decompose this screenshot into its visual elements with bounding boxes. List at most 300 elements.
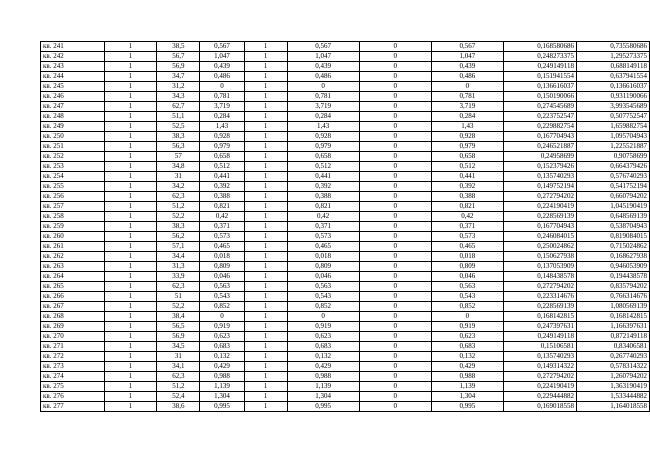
total-cell: 1,304 bbox=[431, 392, 503, 402]
apartment-cell: кв. 261 bbox=[41, 242, 105, 252]
count-cell: 1 bbox=[104, 192, 157, 202]
factor-cell: 1 bbox=[244, 252, 287, 262]
total-cell: 0,543 bbox=[431, 292, 503, 302]
count-cell: 1 bbox=[104, 162, 157, 172]
apartment-cell: кв. 251 bbox=[41, 142, 105, 152]
amount-cell: 0,465 bbox=[287, 242, 359, 252]
value-cell: 1,139 bbox=[200, 382, 244, 392]
total-cell: 0,781 bbox=[431, 92, 503, 102]
share-cell: 0,223752547 bbox=[504, 112, 577, 122]
total-cell: 0 bbox=[431, 82, 503, 92]
value-cell: 1,304 bbox=[200, 392, 244, 402]
count-cell: 1 bbox=[104, 342, 157, 352]
table-row bbox=[41, 342, 650, 352]
table-row bbox=[41, 172, 650, 182]
total-cell: 0,392 bbox=[431, 182, 503, 192]
total-cell: 0,465 bbox=[431, 242, 503, 252]
amount-cell: 0,439 bbox=[287, 62, 359, 72]
value-cell: 0,809 bbox=[200, 262, 244, 272]
amount-cell: 0,821 bbox=[287, 202, 359, 212]
zero-cell: 0 bbox=[359, 62, 431, 72]
share-cell: 0,136616037 bbox=[504, 82, 577, 92]
amount-cell: 0,486 bbox=[287, 72, 359, 82]
factor-cell: 1 bbox=[244, 362, 287, 372]
value-cell: 0,465 bbox=[200, 242, 244, 252]
amount-cell: 0,928 bbox=[287, 132, 359, 142]
table-row bbox=[41, 182, 650, 192]
table-row bbox=[41, 222, 650, 232]
amount-cell: 0,543 bbox=[287, 292, 359, 302]
total-cell: 0,371 bbox=[431, 222, 503, 232]
apartment-cell: кв. 262 bbox=[41, 252, 105, 262]
area-cell: 56,9 bbox=[157, 332, 200, 342]
sum-cell: 0,819084015 bbox=[576, 232, 649, 242]
sum-cell: 0,90758699 bbox=[576, 152, 649, 162]
sum-cell: 0,660794202 bbox=[576, 192, 649, 202]
share-cell: 0,224190419 bbox=[504, 202, 577, 212]
area-cell: 51,2 bbox=[157, 382, 200, 392]
factor-cell: 1 bbox=[244, 202, 287, 212]
zero-cell: 0 bbox=[359, 352, 431, 362]
count-cell: 1 bbox=[104, 352, 157, 362]
amount-cell: 1,047 bbox=[287, 52, 359, 62]
share-cell: 0,168142815 bbox=[504, 312, 577, 322]
apartment-cell: кв. 259 bbox=[41, 222, 105, 232]
apartment-cell: кв. 269 bbox=[41, 322, 105, 332]
table-row bbox=[41, 162, 650, 172]
table-row bbox=[41, 72, 650, 82]
value-cell: 0,988 bbox=[200, 372, 244, 382]
amount-cell: 0,388 bbox=[287, 192, 359, 202]
value-cell: 0,979 bbox=[200, 142, 244, 152]
factor-cell: 1 bbox=[244, 222, 287, 232]
amount-cell: 0,046 bbox=[287, 272, 359, 282]
zero-cell: 0 bbox=[359, 72, 431, 82]
share-cell: 0,248273375 bbox=[504, 52, 577, 62]
zero-cell: 0 bbox=[359, 42, 431, 52]
zero-cell: 0 bbox=[359, 322, 431, 332]
amount-cell: 0,781 bbox=[287, 92, 359, 102]
share-cell: 0,137053909 bbox=[504, 262, 577, 272]
sum-cell: 0,946053909 bbox=[576, 262, 649, 272]
value-cell: 0,046 bbox=[200, 272, 244, 282]
total-cell: 0,388 bbox=[431, 192, 503, 202]
value-cell: 0,683 bbox=[200, 342, 244, 352]
value-cell: 0,42 bbox=[200, 212, 244, 222]
table-row bbox=[41, 362, 650, 372]
zero-cell: 0 bbox=[359, 282, 431, 292]
share-cell: 0,246084015 bbox=[504, 232, 577, 242]
area-cell: 31,2 bbox=[157, 82, 200, 92]
value-cell: 0,486 bbox=[200, 72, 244, 82]
share-cell: 0,152379426 bbox=[504, 162, 577, 172]
area-cell: 34,2 bbox=[157, 182, 200, 192]
factor-cell: 1 bbox=[244, 302, 287, 312]
count-cell: 1 bbox=[104, 232, 157, 242]
count-cell: 1 bbox=[104, 222, 157, 232]
total-cell: 3,719 bbox=[431, 102, 503, 112]
apartment-cell: кв. 264 bbox=[41, 272, 105, 282]
share-cell: 0,135740293 bbox=[504, 172, 577, 182]
amount-cell: 0,988 bbox=[287, 372, 359, 382]
total-cell: 0,429 bbox=[431, 362, 503, 372]
value-cell: 0,567 bbox=[200, 42, 244, 52]
value-cell: 0,623 bbox=[200, 332, 244, 342]
sum-cell: 1,225521887 bbox=[576, 142, 649, 152]
total-cell: 0,132 bbox=[431, 352, 503, 362]
sum-cell: 0,637941554 bbox=[576, 72, 649, 82]
zero-cell: 0 bbox=[359, 192, 431, 202]
total-cell: 0,919 bbox=[431, 322, 503, 332]
share-cell: 0,249149118 bbox=[504, 62, 577, 72]
zero-cell: 0 bbox=[359, 132, 431, 142]
share-cell: 0,24958699 bbox=[504, 152, 577, 162]
share-cell: 0,228569139 bbox=[504, 302, 577, 312]
count-cell: 1 bbox=[104, 262, 157, 272]
count-cell: 1 bbox=[104, 392, 157, 402]
apartment-cell: кв. 270 bbox=[41, 332, 105, 342]
area-cell: 38,5 bbox=[157, 42, 200, 52]
factor-cell: 1 bbox=[244, 402, 287, 412]
area-cell: 34,3 bbox=[157, 92, 200, 102]
total-cell: 0,439 bbox=[431, 62, 503, 72]
table-row bbox=[41, 42, 650, 52]
zero-cell: 0 bbox=[359, 242, 431, 252]
total-cell: 0,658 bbox=[431, 152, 503, 162]
amount-cell: 0,979 bbox=[287, 142, 359, 152]
share-cell: 0,228569139 bbox=[504, 212, 577, 222]
area-cell: 56,2 bbox=[157, 232, 200, 242]
zero-cell: 0 bbox=[359, 362, 431, 372]
factor-cell: 1 bbox=[244, 322, 287, 332]
area-cell: 33,9 bbox=[157, 272, 200, 282]
value-cell: 0,995 bbox=[200, 402, 244, 412]
area-cell: 52,5 bbox=[157, 122, 200, 132]
amount-cell: 0,809 bbox=[287, 262, 359, 272]
value-cell: 0,563 bbox=[200, 282, 244, 292]
share-cell: 0,224190419 bbox=[504, 382, 577, 392]
apartment-cell: кв. 242 bbox=[41, 52, 105, 62]
sum-cell: 0,766314676 bbox=[576, 292, 649, 302]
factor-cell: 1 bbox=[244, 372, 287, 382]
apartment-cell: кв. 271 bbox=[41, 342, 105, 352]
factor-cell: 1 bbox=[244, 92, 287, 102]
share-cell: 0,247397631 bbox=[504, 322, 577, 332]
total-cell: 1,139 bbox=[431, 382, 503, 392]
value-cell: 0,919 bbox=[200, 322, 244, 332]
share-cell: 0,229882754 bbox=[504, 122, 577, 132]
zero-cell: 0 bbox=[359, 302, 431, 312]
apartment-cell: кв. 258 bbox=[41, 212, 105, 222]
zero-cell: 0 bbox=[359, 162, 431, 172]
table-row bbox=[41, 232, 650, 242]
zero-cell: 0 bbox=[359, 112, 431, 122]
apartment-cell: кв. 254 bbox=[41, 172, 105, 182]
apartment-cell: кв. 277 bbox=[41, 402, 105, 412]
zero-cell: 0 bbox=[359, 92, 431, 102]
apartment-cell: кв. 263 bbox=[41, 262, 105, 272]
total-cell: 0,988 bbox=[431, 372, 503, 382]
sum-cell: 1,095704943 bbox=[576, 132, 649, 142]
amount-cell: 3,719 bbox=[287, 102, 359, 112]
sum-cell: 0,715024862 bbox=[576, 242, 649, 252]
area-cell: 62,3 bbox=[157, 372, 200, 382]
apartment-cell: кв. 260 bbox=[41, 232, 105, 242]
amount-cell: 0,512 bbox=[287, 162, 359, 172]
zero-cell: 0 bbox=[359, 182, 431, 192]
table-row bbox=[41, 352, 650, 362]
area-cell: 62,3 bbox=[157, 282, 200, 292]
total-cell: 0,567 bbox=[431, 42, 503, 52]
area-cell: 51,1 bbox=[157, 112, 200, 122]
table-row bbox=[41, 242, 650, 252]
table-row bbox=[41, 262, 650, 272]
zero-cell: 0 bbox=[359, 222, 431, 232]
area-cell: 51,2 bbox=[157, 202, 200, 212]
factor-cell: 1 bbox=[244, 212, 287, 222]
table-row bbox=[41, 122, 650, 132]
factor-cell: 1 bbox=[244, 152, 287, 162]
table-row bbox=[41, 272, 650, 282]
sum-cell: 1,260794202 bbox=[576, 372, 649, 382]
table-row bbox=[41, 212, 650, 222]
amount-cell: 0,429 bbox=[287, 362, 359, 372]
sum-cell: 0,664379426 bbox=[576, 162, 649, 172]
amount-cell: 0,573 bbox=[287, 232, 359, 242]
total-cell: 0,018 bbox=[431, 252, 503, 262]
apartment-cell: кв. 243 bbox=[41, 62, 105, 72]
table-row bbox=[41, 282, 650, 292]
table-row bbox=[41, 322, 650, 332]
factor-cell: 1 bbox=[244, 112, 287, 122]
table-body bbox=[41, 42, 650, 412]
factor-cell: 1 bbox=[244, 382, 287, 392]
share-cell: 0,167704943 bbox=[504, 222, 577, 232]
value-cell: 0,821 bbox=[200, 202, 244, 212]
value-cell: 0,132 bbox=[200, 352, 244, 362]
amount-cell: 0,392 bbox=[287, 182, 359, 192]
apartment-cell: кв. 246 bbox=[41, 92, 105, 102]
zero-cell: 0 bbox=[359, 52, 431, 62]
factor-cell: 1 bbox=[244, 192, 287, 202]
table-row bbox=[41, 392, 650, 402]
value-cell: 1,43 bbox=[200, 122, 244, 132]
table-row bbox=[41, 402, 650, 412]
value-cell: 0 bbox=[200, 82, 244, 92]
apartment-cell: кв. 257 bbox=[41, 202, 105, 212]
amount-cell: 0,284 bbox=[287, 112, 359, 122]
count-cell: 1 bbox=[104, 132, 157, 142]
apartment-cell: кв. 245 bbox=[41, 82, 105, 92]
table-row bbox=[41, 102, 650, 112]
table-row bbox=[41, 382, 650, 392]
table-row bbox=[41, 142, 650, 152]
amount-cell: 1,139 bbox=[287, 382, 359, 392]
total-cell: 0,928 bbox=[431, 132, 503, 142]
factor-cell: 1 bbox=[244, 42, 287, 52]
area-cell: 34,7 bbox=[157, 72, 200, 82]
area-cell: 31 bbox=[157, 352, 200, 362]
apartment-cell: кв. 275 bbox=[41, 382, 105, 392]
data-table bbox=[40, 41, 650, 412]
amount-cell: 0,132 bbox=[287, 352, 359, 362]
total-cell: 0,284 bbox=[431, 112, 503, 122]
area-cell: 38,6 bbox=[157, 402, 200, 412]
total-cell: 0,623 bbox=[431, 332, 503, 342]
sum-cell: 1,533444882 bbox=[576, 392, 649, 402]
share-cell: 0,150627938 bbox=[504, 252, 577, 262]
amount-cell: 0,567 bbox=[287, 42, 359, 52]
count-cell: 1 bbox=[104, 292, 157, 302]
count-cell: 1 bbox=[104, 142, 157, 152]
share-cell: 0,149752194 bbox=[504, 182, 577, 192]
apartment-cell: кв. 267 bbox=[41, 302, 105, 312]
value-cell: 0,392 bbox=[200, 182, 244, 192]
zero-cell: 0 bbox=[359, 82, 431, 92]
total-cell: 0,821 bbox=[431, 202, 503, 212]
count-cell: 1 bbox=[104, 152, 157, 162]
factor-cell: 1 bbox=[244, 272, 287, 282]
factor-cell: 1 bbox=[244, 142, 287, 152]
sum-cell: 0,735580686 bbox=[576, 42, 649, 52]
count-cell: 1 bbox=[104, 62, 157, 72]
amount-cell: 0,018 bbox=[287, 252, 359, 262]
sum-cell: 0,538704943 bbox=[576, 222, 649, 232]
zero-cell: 0 bbox=[359, 212, 431, 222]
table-row bbox=[41, 92, 650, 102]
factor-cell: 1 bbox=[244, 162, 287, 172]
share-cell: 0,223314676 bbox=[504, 292, 577, 302]
sum-cell: 0,835794202 bbox=[576, 282, 649, 292]
count-cell: 1 bbox=[104, 382, 157, 392]
amount-cell: 0,658 bbox=[287, 152, 359, 162]
area-cell: 34,4 bbox=[157, 252, 200, 262]
area-cell: 52,2 bbox=[157, 212, 200, 222]
zero-cell: 0 bbox=[359, 402, 431, 412]
amount-cell: 0,852 bbox=[287, 302, 359, 312]
amount-cell: 0,995 bbox=[287, 402, 359, 412]
area-cell: 57 bbox=[157, 152, 200, 162]
total-cell: 0,852 bbox=[431, 302, 503, 312]
count-cell: 1 bbox=[104, 182, 157, 192]
amount-cell: 0,623 bbox=[287, 332, 359, 342]
total-cell: 0,486 bbox=[431, 72, 503, 82]
count-cell: 1 bbox=[104, 42, 157, 52]
zero-cell: 0 bbox=[359, 102, 431, 112]
count-cell: 1 bbox=[104, 252, 157, 262]
count-cell: 1 bbox=[104, 82, 157, 92]
factor-cell: 1 bbox=[244, 232, 287, 242]
zero-cell: 0 bbox=[359, 292, 431, 302]
count-cell: 1 bbox=[104, 312, 157, 322]
apartment-cell: кв. 241 bbox=[41, 42, 105, 52]
sum-cell: 0,688149118 bbox=[576, 62, 649, 72]
table-row bbox=[41, 112, 650, 122]
table-row bbox=[41, 252, 650, 262]
sum-cell: 0,576740293 bbox=[576, 172, 649, 182]
apartment-cell: кв. 268 bbox=[41, 312, 105, 322]
table-row bbox=[41, 192, 650, 202]
value-cell: 0,429 bbox=[200, 362, 244, 372]
area-cell: 34,8 bbox=[157, 162, 200, 172]
share-cell: 0,249149118 bbox=[504, 332, 577, 342]
zero-cell: 0 bbox=[359, 232, 431, 242]
value-cell: 0,573 bbox=[200, 232, 244, 242]
zero-cell: 0 bbox=[359, 142, 431, 152]
sum-cell: 1,166397631 bbox=[576, 322, 649, 332]
table-row bbox=[41, 132, 650, 142]
zero-cell: 0 bbox=[359, 332, 431, 342]
sum-cell: 0,83406581 bbox=[576, 342, 649, 352]
value-cell: 1,047 bbox=[200, 52, 244, 62]
value-cell: 0,543 bbox=[200, 292, 244, 302]
share-cell: 0,149314322 bbox=[504, 362, 577, 372]
sum-cell: 1,164018558 bbox=[576, 402, 649, 412]
factor-cell: 1 bbox=[244, 172, 287, 182]
area-cell: 52,4 bbox=[157, 392, 200, 402]
count-cell: 1 bbox=[104, 372, 157, 382]
amount-cell: 1,43 bbox=[287, 122, 359, 132]
share-cell: 0,250024862 bbox=[504, 242, 577, 252]
total-cell: 0,809 bbox=[431, 262, 503, 272]
sum-cell: 0,541752194 bbox=[576, 182, 649, 192]
value-cell: 0,852 bbox=[200, 302, 244, 312]
amount-cell: 0,563 bbox=[287, 282, 359, 292]
value-cell: 0,284 bbox=[200, 112, 244, 122]
value-cell: 0,781 bbox=[200, 92, 244, 102]
sum-cell: 0,136616037 bbox=[576, 82, 649, 92]
total-cell: 0,573 bbox=[431, 232, 503, 242]
sum-cell: 1,659882754 bbox=[576, 122, 649, 132]
sum-cell: 1,363190419 bbox=[576, 382, 649, 392]
factor-cell: 1 bbox=[244, 352, 287, 362]
total-cell: 0,979 bbox=[431, 142, 503, 152]
share-cell: 0,167704943 bbox=[504, 132, 577, 142]
share-cell: 0,272794202 bbox=[504, 372, 577, 382]
value-cell: 3,719 bbox=[200, 102, 244, 112]
total-cell: 1,43 bbox=[431, 122, 503, 132]
sum-cell: 0,168627938 bbox=[576, 252, 649, 262]
apartment-cell: кв. 249 bbox=[41, 122, 105, 132]
area-cell: 38,4 bbox=[157, 312, 200, 322]
area-cell: 52,2 bbox=[157, 302, 200, 312]
table-row bbox=[41, 372, 650, 382]
factor-cell: 1 bbox=[244, 82, 287, 92]
count-cell: 1 bbox=[104, 302, 157, 312]
share-cell: 0,151941554 bbox=[504, 72, 577, 82]
total-cell: 0,683 bbox=[431, 342, 503, 352]
total-cell: 0 bbox=[431, 312, 503, 322]
table-row bbox=[41, 52, 650, 62]
amount-cell: 1,304 bbox=[287, 392, 359, 402]
apartment-cell: кв. 256 bbox=[41, 192, 105, 202]
apartment-cell: кв. 252 bbox=[41, 152, 105, 162]
share-cell: 0,150190066 bbox=[504, 92, 577, 102]
factor-cell: 1 bbox=[244, 312, 287, 322]
zero-cell: 0 bbox=[359, 382, 431, 392]
factor-cell: 1 bbox=[244, 282, 287, 292]
apartment-cell: кв. 265 bbox=[41, 282, 105, 292]
factor-cell: 1 bbox=[244, 182, 287, 192]
factor-cell: 1 bbox=[244, 62, 287, 72]
apartment-cell: кв. 253 bbox=[41, 162, 105, 172]
count-cell: 1 bbox=[104, 122, 157, 132]
count-cell: 1 bbox=[104, 92, 157, 102]
sum-cell: 0,648569139 bbox=[576, 212, 649, 222]
total-cell: 0,42 bbox=[431, 212, 503, 222]
factor-cell: 1 bbox=[244, 392, 287, 402]
sum-cell: 0,267740293 bbox=[576, 352, 649, 362]
